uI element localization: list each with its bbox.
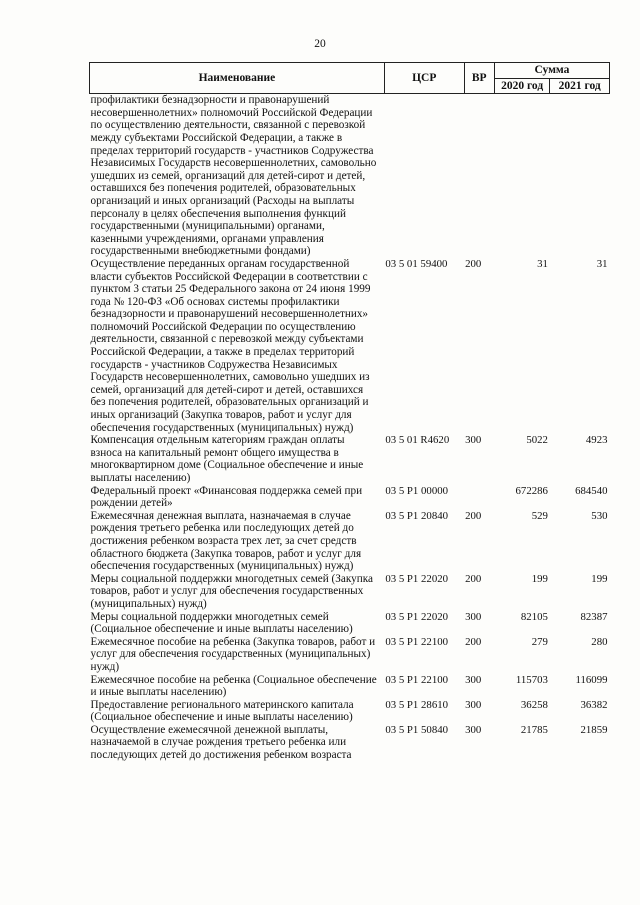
row-sum-2021: 82387 xyxy=(580,610,608,623)
row-csr: 03 5 P1 28610 xyxy=(385,698,449,711)
header-year-2020: 2020 год xyxy=(494,78,550,94)
row-name: Ежемесячное пособие на ребенка (Закупка товаров, работ и услуг для обеспечения государственных (муниципальных) нужд) xyxy=(90,635,376,673)
row-csr: 03 5 P1 00000 xyxy=(385,484,449,497)
row-name: Меры социальной поддержки многодетных семей (Социальное обеспечение и иные выплаты населению) xyxy=(90,610,353,636)
row-sum-2020: 279 xyxy=(531,635,548,648)
row-vr: 200 xyxy=(465,635,482,648)
row-sum-2021: 280 xyxy=(591,635,608,648)
table-row xyxy=(90,674,610,699)
row-csr: 03 5 P1 22100 xyxy=(385,635,449,648)
row-sum-2021: 31 xyxy=(596,257,608,270)
row-vr: 200 xyxy=(465,509,482,522)
header-year-2021: 2021 год xyxy=(550,78,610,94)
row-csr: 03 5 01 R4620 xyxy=(385,434,450,447)
row-vr: 300 xyxy=(465,723,482,736)
page-number: 20 xyxy=(314,38,326,50)
row-name: Предоставление регионального материнского капитала (Социальное обеспечение и иные выплаты населению) xyxy=(90,698,354,724)
row-vr: 300 xyxy=(465,434,482,447)
table-row xyxy=(90,258,610,434)
table-body xyxy=(90,94,610,762)
row-vr xyxy=(464,485,494,510)
row-sum-2021: 199 xyxy=(591,572,608,585)
row-csr: 03 5 P1 22020 xyxy=(385,572,449,585)
row-csr: 03 5 P1 50840 xyxy=(385,723,449,736)
row-sum-2020: 82105 xyxy=(520,610,548,623)
row-csr: 03 5 01 59400 xyxy=(385,257,448,270)
row-name: Ежемесячное пособие на ребенка (Социальное обеспечение и иные выплаты населению) xyxy=(90,673,377,699)
header-csr: ЦСР xyxy=(384,63,464,94)
row-sum-2021: 36382 xyxy=(580,698,608,711)
header-name: Наименование xyxy=(90,63,385,94)
row-name: Федеральный проект «Финансовая поддержка семей при рождении детей» xyxy=(90,484,363,510)
table-row xyxy=(90,636,610,674)
row-vr: 200 xyxy=(465,572,482,585)
row-name: Ежемесячная денежная выплата, назначаемая в случае рождения третьего ребенка или последующих детей до достижения ребенком возраста трех лет, за счет средств областного бюджета (Закупка товаров, работ и услуг для обеспечения государственных (муниципальных) нужд) xyxy=(90,509,362,573)
row-vr xyxy=(464,94,494,258)
row-sum-2020: 31 xyxy=(537,257,548,270)
row-sum-2021: 21859 xyxy=(580,723,608,736)
table-row xyxy=(90,724,610,762)
row-sum-2020: 5022 xyxy=(526,434,548,447)
row-sum-2020: 115703 xyxy=(515,673,548,686)
row-sum-2020: 36258 xyxy=(520,698,548,711)
row-sum-2020: 21785 xyxy=(520,723,548,736)
row-vr: 300 xyxy=(465,673,482,686)
table-row xyxy=(90,611,610,636)
row-sum-2020: 199 xyxy=(531,572,548,585)
row-sum-2021: 684540 xyxy=(575,484,608,497)
header-vr: ВР xyxy=(464,63,494,94)
row-sum-2021 xyxy=(550,94,610,258)
row-name: профилактики безнадзорности и правонарушений несовершеннолетних» полномочий Российской Федерации по осуществлению деятельности, связанной с перевозкой между субъектами Российской Федерации, а также в пределах территорий государств - участников Содружества Независимых Государств несовершеннолетних, самовольно ушедших из семей, организаций для детей-сирот и детей, оставшихся без попечения родителей, образовательных организаций и иных организаций (Расходы на выплаты персоналу в целях обеспечения выполнения функций государственными (муниципальными) органами, казенными учреждениями, органами управления государственными внебюджетными фондами) xyxy=(90,94,377,258)
table-row xyxy=(90,699,610,724)
row-csr: 03 5 P1 22100 xyxy=(385,673,449,686)
row-sum-2021: 4923 xyxy=(585,434,608,447)
row-csr xyxy=(384,94,464,258)
row-name: Меры социальной поддержки многодетных семей (Закупка товаров, работ и услуг для обеспечения государственных (муниципальных) нужд) xyxy=(90,572,373,610)
table-header xyxy=(90,63,610,94)
budget-table xyxy=(89,62,610,762)
row-sum-2021: 116099 xyxy=(575,673,608,686)
table-row xyxy=(90,573,610,611)
row-name: Осуществление переданных органам государственной власти субъектов Российской Федерации в соответствии с пунктом 3 статьи 25 Федерального закона от 24 июня 1999 года № 120-ФЗ «Об основах системы профилактики безнадзорности и правонарушений несовершеннолетних» полномочий Российской Федерации по осуществлению деятельности, связанной с перевозкой между субъектами Российской Федерации, а также в пределах территорий государств - участников Содружества Независимых Государств несовершеннолетних, самовольно ушедших из семей, организаций для детей-сирот и детей, оставшихся без попечения родителей, образовательных организаций и иных организаций (Закупка товаров, работ и услуг для обеспечения государственных (муниципальных) нужд) xyxy=(90,257,371,434)
table-row xyxy=(90,94,610,258)
row-sum-2021: 530 xyxy=(591,509,608,522)
row-csr: 03 5 P1 20840 xyxy=(385,509,449,522)
table-row xyxy=(90,434,610,484)
table-row xyxy=(90,510,610,573)
row-sum-2020: 672286 xyxy=(515,484,548,497)
row-name: Компенсация отдельным категориям граждан оплаты взноса на капитальный ремонт общего имущества в многоквартирном доме (Социальное обеспечение и иные выплаты населению) xyxy=(90,434,364,484)
row-vr: 300 xyxy=(465,698,482,711)
row-vr: 200 xyxy=(465,257,482,270)
table-row xyxy=(90,485,610,510)
row-vr: 300 xyxy=(465,610,482,623)
row-sum-2020 xyxy=(494,94,550,258)
header-sum: Сумма xyxy=(494,63,609,79)
row-sum-2020: 529 xyxy=(531,509,548,522)
row-csr: 03 5 P1 22020 xyxy=(385,610,449,623)
row-name: Осуществление ежемесячной денежной выплаты, назначаемой в случае рождения третьего ребенка или последующих детей до достижения ребенком возраста xyxy=(90,723,352,762)
